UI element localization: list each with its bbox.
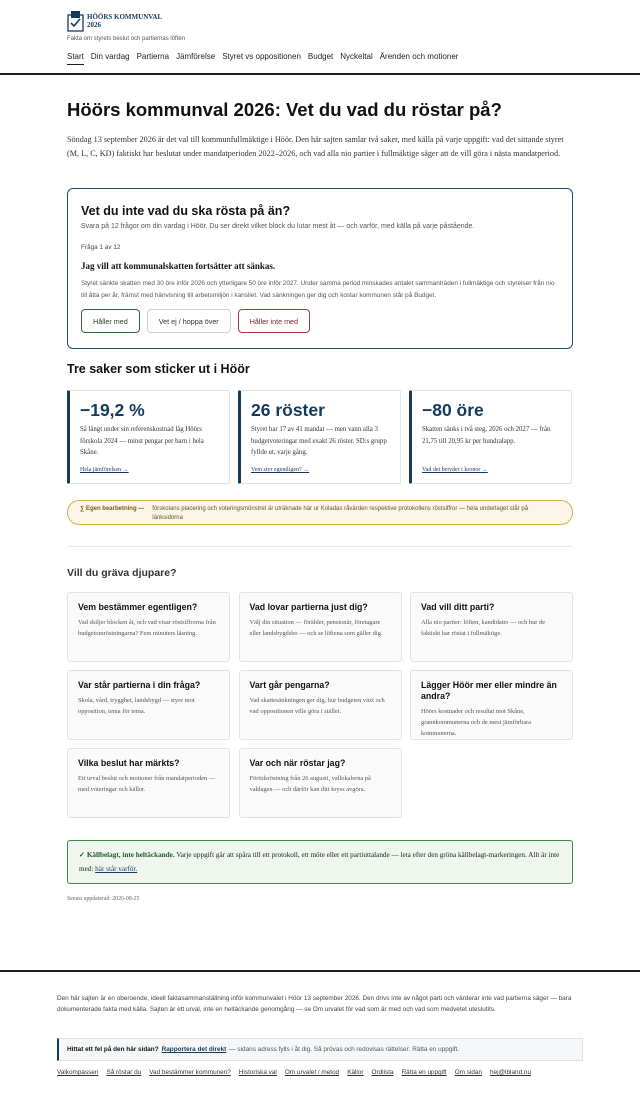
topic-card[interactable] — [67, 592, 230, 662]
topic-card[interactable] — [239, 592, 402, 662]
lead-paragraph: Söndag 13 september 2026 är det val till kommunfullmäktige i Höör. Den här sajten samlar två saker, med källa på varje uppgift: vad det sittande styret (M, L, C, KD) faktiskt har beslutat under mandatperioden 2022–2026, och vad alla nio partier i fullmäktige säger att de vill göra i nästa mandatperiod. — [67, 135, 564, 158]
callout-link[interactable]: här står varför. — [95, 864, 138, 873]
stat-link[interactable]: Vem styr egentligen? → — [251, 467, 310, 473]
card-title: Var och när röstar jag? — [249, 758, 346, 768]
highlight-stats — [67, 390, 573, 484]
quiz-question: Jag vill att kommunalskatten fortsätter att sänkas. — [81, 261, 276, 271]
last-updated: Senast uppdaterad: 2026-08-25 — [67, 896, 140, 902]
highlights-heading: Tre saker som sticker ut i Höör — [67, 362, 250, 376]
stat-card — [409, 390, 572, 484]
stat-description: Skatten sänks i två steg, 2026 och 2027 — från 21,75 till 20,95 kr per hundralapp. — [422, 426, 551, 445]
report-strong: Hittat ett fel på den här sidan? — [67, 1046, 159, 1053]
card-description: Ett urval beslut och motioner från mandatperioden — med voteringar och källor. — [78, 775, 216, 793]
nav-item-arenden[interactable]: Ärenden och motioner — [379, 52, 459, 61]
quiz-subtitle: Svara på 12 frågor om din vardag i Höör. Du ser direkt vilket block du lutar mest åt — och varför, med källa på varje påstående. — [81, 223, 475, 230]
footer-link-ratta[interactable]: Rätta en uppgift — [401, 1069, 447, 1076]
logo-line-2: 2026 — [87, 21, 101, 29]
stat-card — [67, 390, 230, 484]
card-description: Vad skattesänkningen ger dig, hur budgeten växt och vad oppositionen ville göra i stället. — [249, 697, 385, 715]
skip-button[interactable]: Vet ej / hoppa över — [147, 309, 231, 333]
nav-item-start[interactable]: Start — [67, 52, 84, 65]
quiz-title: Vet du inte vad du ska rösta på än? — [81, 204, 291, 218]
footer-links — [57, 1068, 577, 1077]
footer-link-email[interactable]: hej@ibland.nu — [490, 1069, 532, 1076]
footer-link-valkompassen[interactable]: Valkompassen — [57, 1069, 99, 1076]
logo-icon — [67, 10, 84, 32]
card-title: Vem bestämmer egentligen? — [78, 602, 198, 612]
quiz-question-counter: Fråga 1 av 12 — [81, 244, 121, 251]
site-header — [0, 0, 640, 75]
card-title: Lägger Höör mer eller mindre än andra? — [421, 680, 557, 701]
card-description: Välj din situation — förälder, pensionär, företagare eller landsbygdsbo — och se löftena som gäller dig. — [249, 619, 383, 637]
card-title: Vad lovar partierna just dig? — [249, 602, 368, 612]
footer-link-om-urvalet[interactable]: Om urvalet / metod — [284, 1069, 340, 1076]
stat-card — [238, 390, 401, 484]
topic-card[interactable] — [239, 670, 402, 740]
site-footer — [0, 970, 640, 1116]
quiz-answer-buttons — [81, 309, 310, 333]
logo-line-1: HÖÖRS KOMMUNVAL — [87, 13, 163, 21]
agree-button[interactable]: Håller med — [81, 309, 140, 333]
card-title: Vilka beslut har märkts? — [78, 758, 180, 768]
stat-description: Så långt under sin referenskostnad låg Höörs förskola 2024 — minst pengar per barn i hela Skåne. — [80, 426, 204, 457]
card-title: Vad vill ditt parti? — [421, 602, 495, 612]
card-title: Vart går pengarna? — [249, 680, 330, 690]
card-description: Förtidsröstning från 26 augusti, vallokalerna på valdagen — och därför kan ditt kryss avgöra. — [249, 775, 371, 793]
method-note-text: förskolans placering och voteringsmönstret är uträknade här ur Koladas råvärden respektive protokollens röstsiffror — hela underlaget står på länksidorna — [152, 506, 529, 521]
topic-card[interactable] — [410, 592, 573, 662]
site-tagline: Fakta om styrets beslut och partiernas löften — [67, 36, 186, 42]
stat-number: −80 öre — [422, 400, 484, 420]
main-nav — [67, 52, 458, 65]
stat-link[interactable]: Vad det betyder i kronor → — [422, 467, 488, 473]
topic-cards — [67, 592, 573, 818]
method-note-tag: ∑ Egen bearbetning — — [80, 506, 145, 512]
nav-item-partierna[interactable]: Partierna — [136, 52, 170, 61]
footer-link-ordlista[interactable]: Ordlista — [371, 1069, 394, 1076]
deeper-heading: Vill du gräva djupare? — [67, 567, 177, 579]
topic-card[interactable] — [410, 670, 573, 740]
topic-card[interactable] — [67, 748, 230, 818]
topic-card[interactable] — [239, 748, 402, 818]
quiz-explanation: Styret sänkte skatten med 30 öre inför 2026 och ytterligare 50 öre inför 2027. Under samma period minskades antalet sammanträden i fullmäktige och styrelser från nio till åtta per år, främst med hänvisning till arbetsmiljön i kansliet. Vad sänkningen ger dig och kostar kommunen står på Budget. — [81, 280, 555, 299]
nav-item-nyckeltal[interactable]: Nyckeltal — [340, 52, 373, 61]
source-callout — [67, 840, 573, 884]
footer-link-sa-rostar-du[interactable]: Så röstar du — [106, 1069, 142, 1076]
stat-link[interactable]: Hela jämförelsen → — [80, 467, 129, 473]
nav-item-din-vardag[interactable]: Din vardag — [90, 52, 130, 61]
nav-item-budget[interactable]: Budget — [307, 52, 334, 61]
topic-card[interactable] — [67, 670, 230, 740]
footer-text: Den här sajten är en oberoende, ideell faktasammanställning inför kommunvalet i Höör 13 september 2026. Den drivs inte av något parti och värderar inte vad partierna säger — bara dokumenterade fakta med källa. Sajten är ett urval, inte en heltäckande genomgång — se Om urvalet för vad som är med och vad som medvetet uteslutits. — [57, 995, 572, 1014]
card-title: Var står partierna i din fråga? — [78, 680, 201, 690]
callout-strong: ✓ Källbelagt, inte heltäckande. — [79, 851, 175, 859]
card-description: Vad skiljer blocken åt, och vad visar röstsiffrorna från budgetomröstningarna? Fem minuters läsning. — [78, 619, 216, 637]
method-note — [67, 500, 573, 525]
stat-number: −19,2 % — [80, 400, 145, 420]
card-description: Alla nio partier: löften, kandidater — och hur de faktiskt har röstat i fullmäktige. — [421, 619, 546, 637]
footer-link-vad-bestammer[interactable]: Vad bestämmer kommunen? — [149, 1069, 231, 1076]
footer-link-historiska-val[interactable]: Historiska val — [238, 1069, 277, 1076]
section-divider — [67, 546, 573, 547]
callout-text: Varje uppgift går att spåra till ett protokoll, ett möte eller ett partiuttalande — leta efter den gröna källbelagt-markeringen. Allt är inte med: — [79, 851, 560, 873]
report-text: — sidans adress fylls i åt dig. Så prövas och redovisas rättelser: Rätta en uppgift. — [229, 1046, 460, 1053]
stat-description: Styret har 17 av 41 mandat — men vann alla 3 budgetvoteringar med exakt 26 röster. SD:s grupp fyllde ut, varje gång. — [251, 426, 387, 457]
site-logo[interactable] — [67, 10, 162, 32]
card-description: Höörs kostnader och resultat mot Skåne, grannkommunerna och de mest jämförbara kommunerna. — [421, 708, 532, 737]
page-title: Höörs kommunval 2026: Vet du vad du röstar på? — [67, 99, 502, 120]
footer-link-kallor[interactable]: Källor — [347, 1069, 364, 1076]
card-description: Skola, vård, trygghet, landsbygd — styre mot opposition, tema för tema. — [78, 697, 195, 715]
logo-text — [87, 13, 162, 29]
quiz-panel — [67, 188, 573, 349]
report-error-box — [57, 1038, 583, 1061]
footer-link-om-sidan[interactable]: Om sidan — [454, 1069, 483, 1076]
stat-number: 26 röster — [251, 400, 325, 420]
report-link[interactable]: Rapportera det direkt — [161, 1046, 227, 1053]
disagree-button[interactable]: Håller inte med — [238, 309, 310, 333]
nav-item-styret-vs-oppositionen[interactable]: Styret vs oppositionen — [222, 52, 301, 61]
nav-item-jamforelse[interactable]: Jämförelse — [176, 52, 216, 61]
